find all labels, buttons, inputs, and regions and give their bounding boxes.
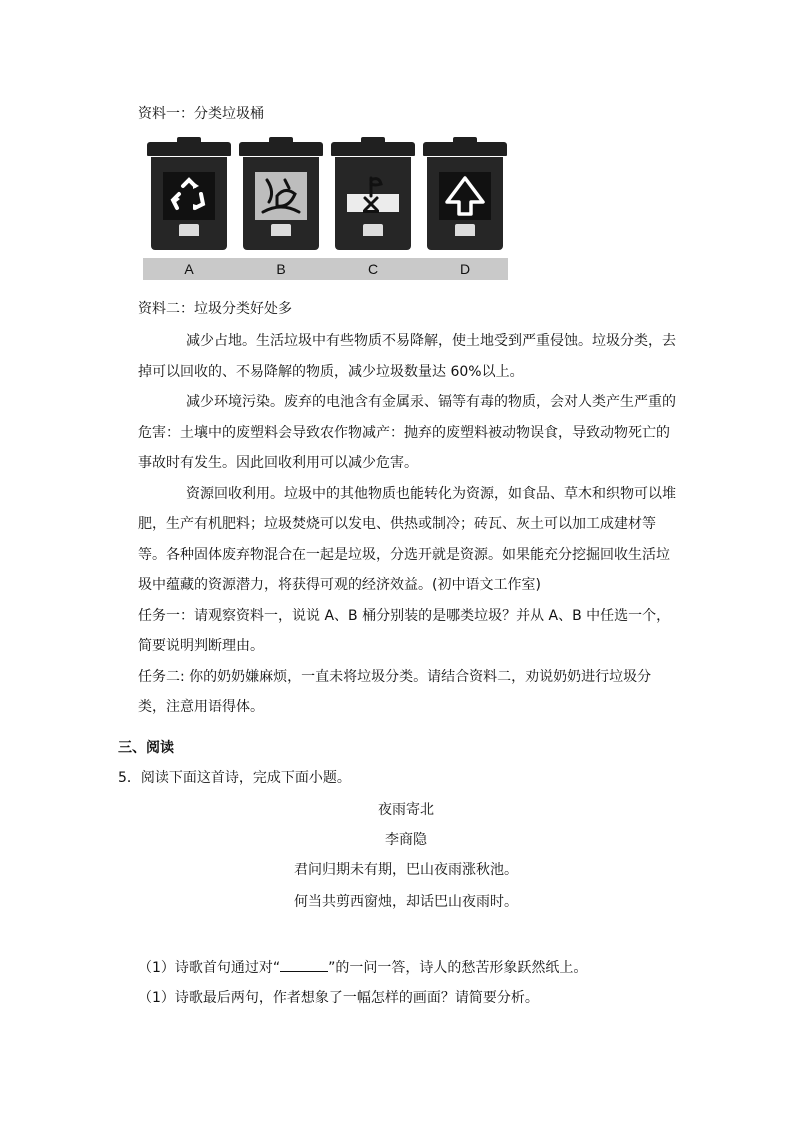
poem-author: 李商隐 [385, 832, 427, 848]
material1-heading: 资料一：分类垃圾桶 [138, 106, 264, 122]
material2-body [138, 326, 678, 723]
sub-question-1-text-before: （1）诗歌首句通过对“ [138, 960, 281, 976]
task-one: 任务一：请观察资料一，说说 A、B 桶分别装的是哪类垃圾？并从 A、B 中任选一个，简要说明判断理由。 [138, 607, 671, 654]
bin-letter-a: A [184, 261, 194, 277]
bin-d [423, 142, 507, 250]
bin-c [331, 142, 415, 250]
bin-letter-b: B [276, 261, 286, 277]
paragraph-reduce-land: 减少占地。生活垃圾中有些物质不易降解，使土地受到严重侵蚀。垃圾分类，去掉可以回收的、不易降解的物质，减少垃圾数量达 60%以上。 [138, 333, 676, 380]
hazardous-waste-icon [347, 172, 399, 220]
paragraph-reduce-pollution: 减少环境污染。废弃的电池含有金属汞、镉等有毒的物质，会对人类产生严重的危害：土壤中的废塑料会导致农作物减产：抛弃的废塑料被动物误食，导致动物死亡的事故时有发生。因此回收利用可以减少危害。 [138, 394, 676, 471]
sub-question-2: （1）诗歌最后两句，作者想象了一幅怎样的画面？请简要分析。 [138, 990, 539, 1006]
section-heading-reading: 三、阅读 [118, 740, 174, 756]
poem-line-2: 何当共剪西窗烛，却话巴山夜雨时。 [294, 894, 518, 910]
answer-blank[interactable] [280, 957, 328, 972]
question-5-prompt: 5．阅读下面这首诗，完成下面小题。 [118, 770, 351, 786]
sub-question-1 [138, 957, 587, 978]
bin-b [239, 142, 323, 250]
bin-letter-c: C [367, 261, 379, 277]
bin-a [147, 142, 231, 250]
trash-bins-figure [143, 142, 508, 282]
material2-heading: 资料二：垃圾分类好处多 [138, 301, 292, 317]
recycle-icon [163, 172, 215, 220]
sub-question-1-text-after: ”的一问一答，诗人的愁苦形象跃然纸上。 [328, 960, 588, 976]
other-waste-icon [439, 172, 491, 220]
paragraph-resource-recycling: 资源回收利用。垃圾中的其他物质也能转化为资源，如食品、草木和织物可以堆肥，生产有机肥料；垃圾焚烧可以发电、供热或制冷；砖瓦、灰土可以加工成建材等等。各种固体废弃物混合在一起是垃圾，分选开就是资源。如果能充分挖掘回收生活垃圾中蕴藏的资源潜力，将获得可观的经济效益。(初中语文工作室) [138, 485, 676, 593]
task-two: 任务二: 你的奶奶嫌麻烦，一直未将垃圾分类。请结合资料二，劝说奶奶进行垃圾分类，注意用语得体。 [138, 668, 652, 715]
poem-line-1: 君问归期未有期，巴山夜雨涨秋池。 [294, 862, 518, 878]
bin-letter-d: D [459, 261, 471, 277]
food-waste-icon [255, 172, 307, 220]
poem-title: 夜雨寄北 [378, 802, 434, 818]
